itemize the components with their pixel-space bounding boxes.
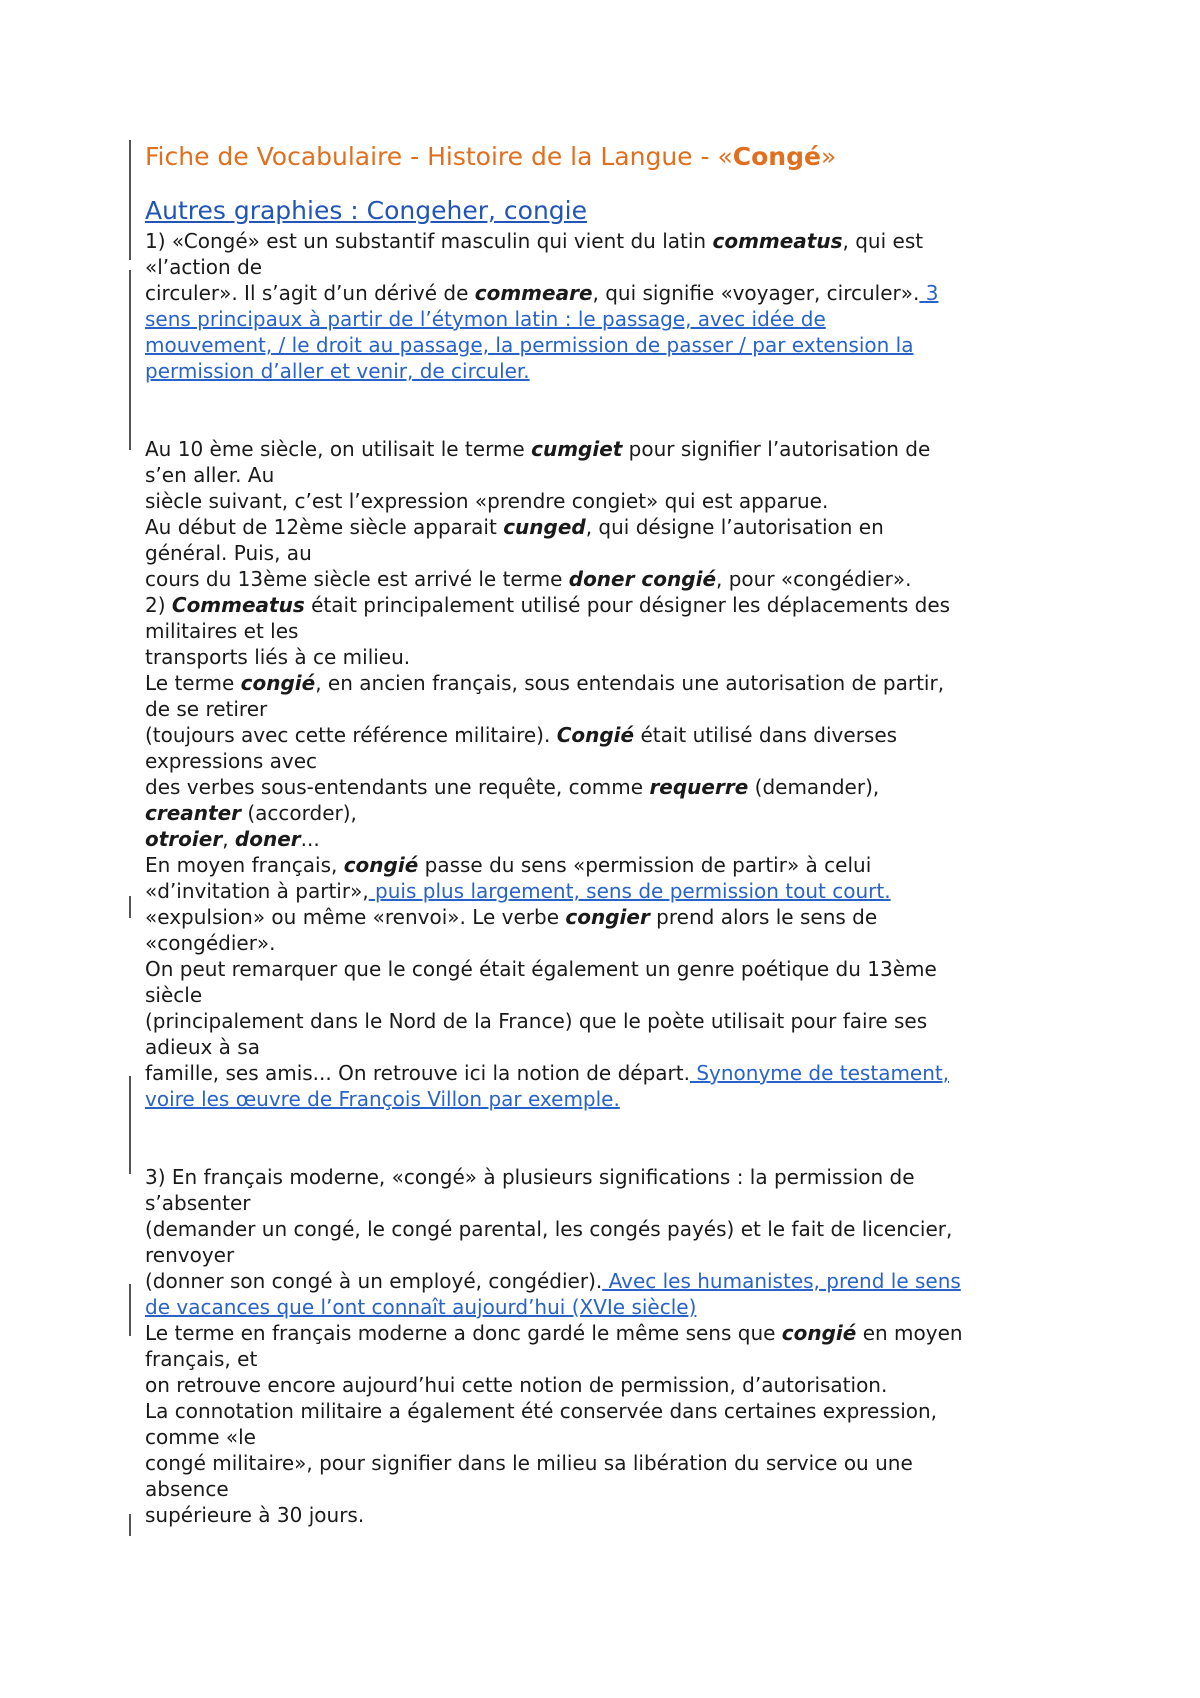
link-text[interactable]: 3 xyxy=(919,281,939,305)
text-line: (demander un congé, le congé parental, les congés payés) et le fait de licencier, xyxy=(145,1217,953,1241)
keyword: cumgiet xyxy=(531,437,623,461)
text-line: La connotation militaire a également été conservée dans certaines expression, xyxy=(145,1399,938,1423)
text-line: «expulsion» ou même «renvoi». Le verbe congier prend alors le sens de xyxy=(145,905,878,929)
keyword: congié xyxy=(781,1321,857,1345)
text-line: adieux à sa xyxy=(145,1035,260,1059)
keyword: doner xyxy=(234,827,301,851)
text-line: Le terme en français moderne a donc gardé le même sens que congié en moyen xyxy=(145,1321,963,1345)
link-text[interactable]: mouvement, / le droit au passage, la permission de passer / par extension la xyxy=(145,333,914,357)
text-line: comme «le xyxy=(145,1425,256,1449)
paragraph-3 xyxy=(145,1164,1075,1528)
text-line: (toujours avec cette référence militaire). Congié était utilisé dans diverses xyxy=(145,723,898,747)
text-line: on retrouve encore aujourd’hui cette notion de permission, d’autorisation. xyxy=(145,1373,888,1397)
link-text[interactable]: Avec les humanistes, prend le sens xyxy=(602,1269,961,1293)
paragraph-2 xyxy=(145,436,1075,1112)
text-line: circuler». Il s’agit d’un dérivé de commeare, qui signifie «voyager, circuler». 3 xyxy=(145,281,939,305)
keyword: Congié xyxy=(556,723,635,747)
document-body xyxy=(145,140,1075,1528)
title-prefix: Fiche de Vocabulaire - Histoire de la Langue - « xyxy=(145,142,733,171)
text-line: de se retirer xyxy=(145,697,268,721)
title-suffix: » xyxy=(820,142,837,171)
text-line: 2) Commeatus était principalement utilisé pour désigner les déplacements des xyxy=(145,593,951,617)
link-text[interactable]: permission d’aller et venir, de circuler. xyxy=(145,359,530,383)
text-line: s’en aller. Au xyxy=(145,463,275,487)
keyword: doner congié xyxy=(568,567,717,591)
keyword: cunged xyxy=(503,515,586,539)
text-line: général. Puis, au xyxy=(145,541,312,565)
link-text[interactable]: puis plus largement, sens de permission tout court. xyxy=(368,879,891,903)
text-line: En moyen français, congié passe du sens «permission de partir» à celui xyxy=(145,853,872,877)
text-line: Au début de 12ème siècle apparait cunged, qui désigne l’autorisation en xyxy=(145,515,884,539)
spacer xyxy=(145,384,1075,436)
text-line: absence xyxy=(145,1477,229,1501)
text-line: transports liés à ce milieu. xyxy=(145,645,411,669)
keyword: congié xyxy=(240,671,316,695)
text-line: 3) En français moderne, «congé» à plusieurs significations : la permission de xyxy=(145,1165,915,1189)
change-bar xyxy=(129,896,131,918)
text-line: supérieure à 30 jours. xyxy=(145,1503,365,1527)
keyword: congié xyxy=(343,853,419,877)
link-text[interactable]: Synonyme de testament, xyxy=(689,1061,950,1085)
text-line: «congédier». xyxy=(145,931,276,955)
change-bar xyxy=(129,1076,131,1174)
text-line: siècle suivant, c’est l’expression «prendre congiet» qui est apparue. xyxy=(145,489,829,513)
keyword: congier xyxy=(565,905,650,929)
text-line: otroier, doner... xyxy=(145,827,320,851)
text-line: «d’invitation à partir», puis plus largement, sens de permission tout court. xyxy=(145,879,891,903)
text-line: (principalement dans le Nord de la France) que le poète utilisait pour faire ses xyxy=(145,1009,928,1033)
title-word: Congé xyxy=(732,142,821,171)
keyword: otroier xyxy=(145,827,223,851)
text-line: «l’action de xyxy=(145,255,263,279)
keyword: commeatus xyxy=(712,229,843,253)
text-line: Au 10 ème siècle, on utilisait le terme cumgiet pour signifier l’autorisation de xyxy=(145,437,931,461)
text-line: 1) «Congé» est un substantif masculin qui vient du latin commeatus, qui est xyxy=(145,229,924,253)
change-bar xyxy=(129,140,131,260)
link-text[interactable]: de vacances que l’ont connaît aujourd’hui (XVIe siècle) xyxy=(145,1295,697,1319)
page-title xyxy=(145,140,1075,174)
change-bar xyxy=(129,1284,131,1336)
text-line: renvoyer xyxy=(145,1243,235,1267)
keyword: commeare xyxy=(474,281,593,305)
text-line: des verbes sous-entendants une requête, comme requerre (demander), xyxy=(145,775,880,799)
link-text[interactable]: sens principaux à partir de l’étymon latin : le passage, avec idée de xyxy=(145,307,826,331)
keyword: Commeatus xyxy=(171,593,305,617)
text-line: expressions avec xyxy=(145,749,318,773)
text-line: s’absenter xyxy=(145,1191,251,1215)
text-line: congé militaire», pour signifier dans le milieu sa libération du service ou une xyxy=(145,1451,913,1475)
text-line: (donner son congé à un employé, congédier). Avec les humanistes, prend le sens xyxy=(145,1269,961,1293)
text-line: famille, ses amis... On retrouve ici la notion de départ. Synonyme de testament, xyxy=(145,1061,950,1085)
text-line: militaires et les xyxy=(145,619,299,643)
change-bar xyxy=(129,1514,131,1536)
text-line: Le terme congié, en ancien français, sous entendais une autorisation de partir, xyxy=(145,671,945,695)
text-line: On peut remarquer que le congé était également un genre poétique du 13ème xyxy=(145,957,937,981)
change-bar xyxy=(129,270,131,450)
spacer xyxy=(145,1112,1075,1164)
paragraph-1 xyxy=(145,228,1075,384)
keyword: creanter xyxy=(145,801,242,825)
link-text[interactable]: voire les œuvre de François Villon par exemple. xyxy=(145,1087,620,1111)
keyword: requerre xyxy=(649,775,749,799)
text-line: français, et xyxy=(145,1347,258,1371)
text-line: cours du 13ème siècle est arrivé le terme doner congié, pour «congédier». xyxy=(145,567,912,591)
text-line: creanter (accorder), xyxy=(145,801,357,825)
subtitle-heading: Autres graphies : Congeher, congie xyxy=(145,196,588,225)
text-line: siècle xyxy=(145,983,203,1007)
